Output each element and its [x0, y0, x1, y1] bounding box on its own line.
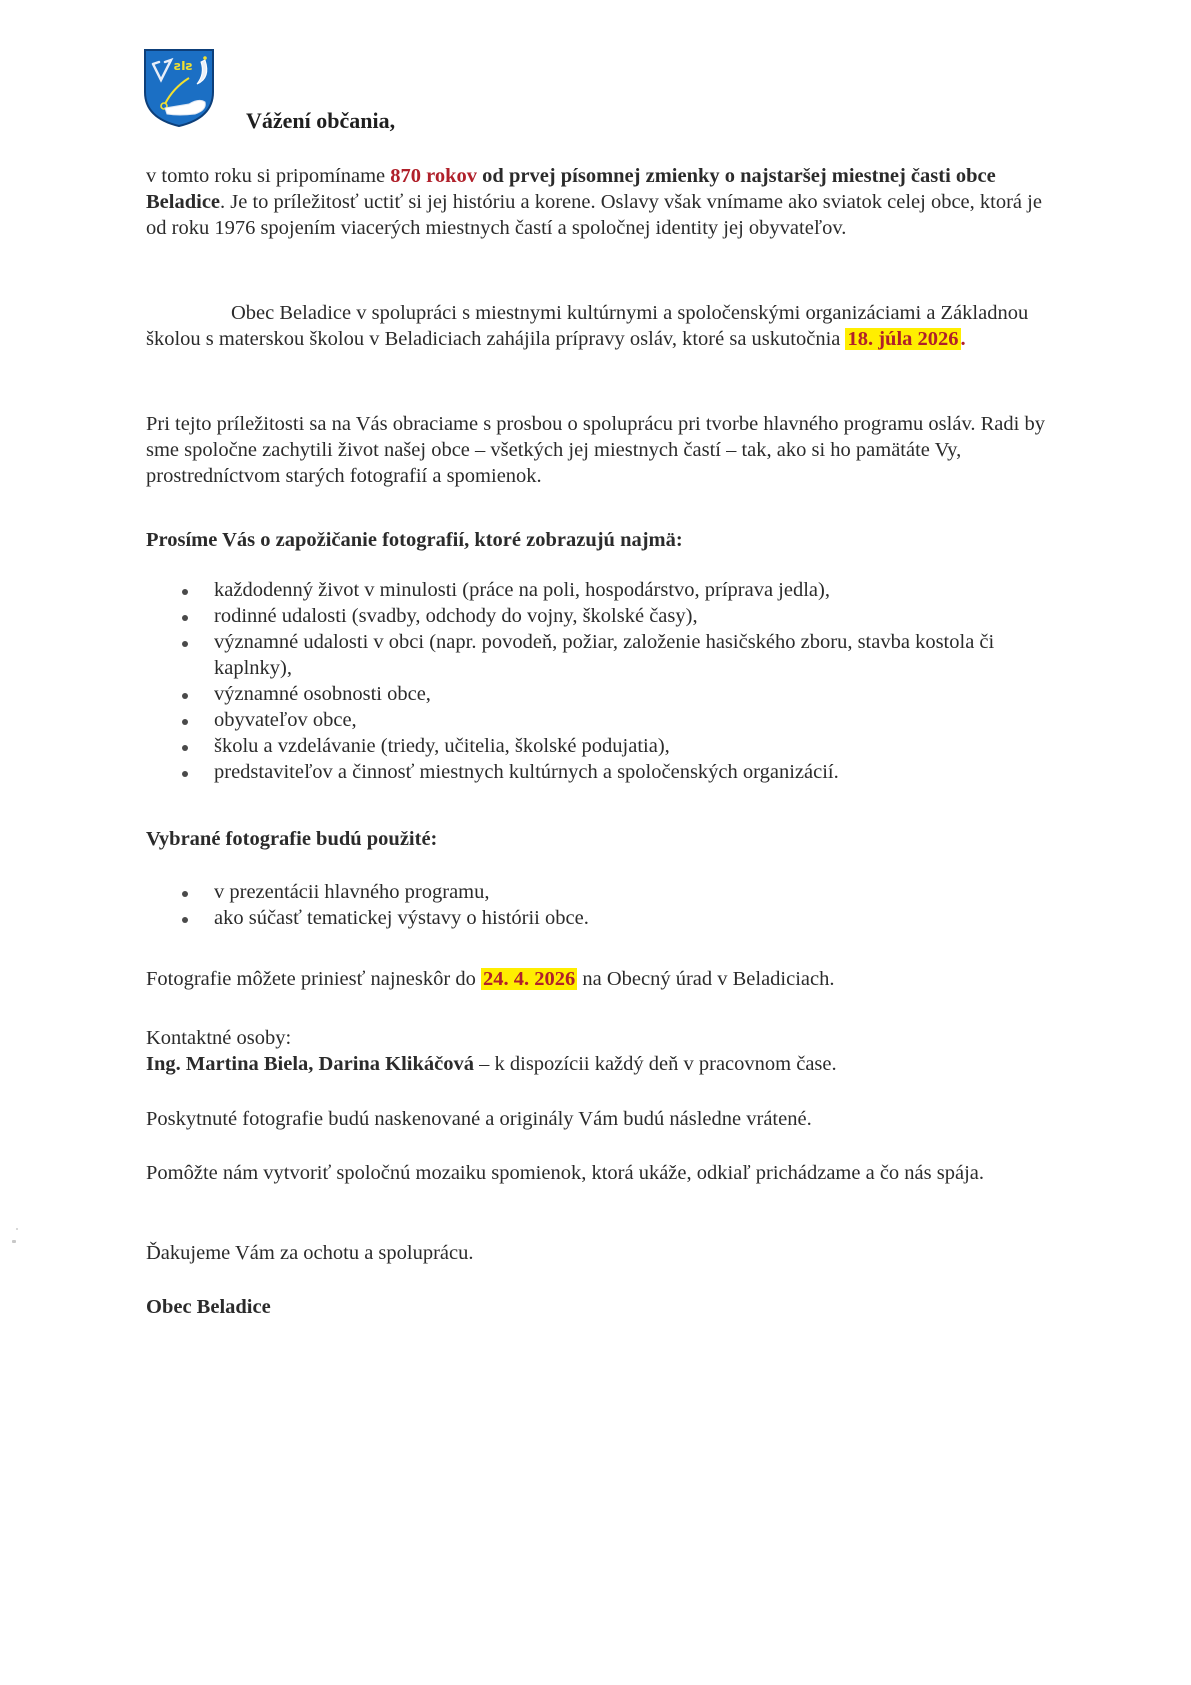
intro-text-end: . Je to príležitosť uctiť si jej históriu a korene. Oslavy však vnímame ako sviatok celej obce, ktorá je od roku 1976 spojením viacerých miestnych častí a spoločnej identity jej obyvateľov.	[146, 191, 1042, 239]
preparations-text: Obec Beladice v spolupráci s miestnymi kultúrnymi a spoločenskými organizáciami a Základnou školou s materskou školou v Beladiciach zahájila prípravy osláv, ktoré sa uskutočnia	[146, 302, 1029, 350]
intro-bold-text: od prvej písomnej zmienky o najstaršej miestnej časti obce Beladice	[146, 165, 996, 213]
list-item: každodenný život v minulosti (práce na poli, hospodárstvo, príprava jedla),	[146, 577, 1046, 603]
deadline-paragraph	[146, 966, 1046, 992]
list-item: rodinné udalosti (svadby, odchody do vojny, školské časy),	[146, 603, 1046, 629]
photo-usage-heading: Vybrané fotografie budú použité:	[146, 828, 438, 850]
list-item: obyvateľov obce,	[146, 707, 1046, 733]
svg-text:ƨIƨ: ƨIƨ	[174, 59, 193, 73]
preparations-end: .	[960, 328, 966, 350]
preparations-paragraph	[146, 300, 1046, 352]
deadline-date-highlight: 24. 4. 2026	[482, 968, 576, 990]
deadline-text-start: Fotografie môžete priniesť najneskôr do	[146, 968, 481, 990]
return-paragraph: Poskytnuté fotografie budú naskenované a originály Vám budú následne vrátené.	[146, 1108, 812, 1130]
contact-names: Ing. Martina Biela, Darina Klikáčová	[146, 1053, 474, 1075]
list-item: predstaviteľov a činnosť miestnych kultúrnych a spoločenských organizácií.	[146, 759, 1046, 785]
scan-artifact	[16, 1228, 18, 1230]
list-item: v prezentácii hlavného programu,	[146, 879, 1046, 905]
coat-of-arms-icon	[143, 48, 215, 128]
intro-paragraph	[146, 163, 1046, 241]
request-paragraph: Pri tejto príležitosti sa na Vás obraciame s prosbou o spoluprácu pri tvorbe hlavného programu osláv. Radi by sme spoločne zachytili život našej obce – všetkých jej miestnych častí – tak, ako si ho pamätáte Vy, prostredníctvom starých fotografií a spomienok.	[146, 413, 1045, 487]
photo-request-heading: Prosíme Vás o zapožičanie fotografií, ktoré zobrazujú najmä:	[146, 529, 683, 551]
list-item: školu a vzdelávanie (triedy, učitelia, školské podujatia),	[146, 733, 1046, 759]
list-item: ako súčasť tematickej výstavy o histórii obce.	[146, 905, 1046, 931]
celebration-date-highlight: 18. júla 2026	[847, 328, 959, 350]
deadline-text-end: na Obecný úrad v Beladiciach.	[577, 968, 835, 990]
greeting-heading: Vážení občania,	[246, 108, 396, 133]
intro-text-start: v tomto roku si pripomíname	[146, 165, 391, 187]
scan-artifact	[12, 1240, 16, 1243]
mosaic-paragraph: Pomôžte nám vytvoriť spoločnú mozaiku spomienok, ktorá ukáže, odkiaľ prichádzame a čo nás spája.	[146, 1162, 984, 1184]
thanks-paragraph: Ďakujeme Vám za ochotu a spoluprácu.	[146, 1242, 474, 1264]
photo-usage-list	[146, 879, 1046, 931]
list-item: významné udalosti v obci (napr. povodeň, požiar, založenie hasičského zboru, stavba kostola či kaplnky),	[146, 629, 1046, 681]
contact-availability: – k dispozícii každý deň v pracovnom čase.	[474, 1053, 837, 1075]
contacts-line	[146, 1051, 1046, 1077]
photo-topics-list	[146, 577, 1046, 785]
anniversary-count: 870 rokov	[390, 165, 478, 187]
contacts-block	[146, 1025, 1046, 1077]
contacts-label: Kontaktné osoby:	[146, 1027, 292, 1049]
list-item: významné osobnosti obce,	[146, 681, 1046, 707]
signature: Obec Beladice	[146, 1296, 271, 1318]
